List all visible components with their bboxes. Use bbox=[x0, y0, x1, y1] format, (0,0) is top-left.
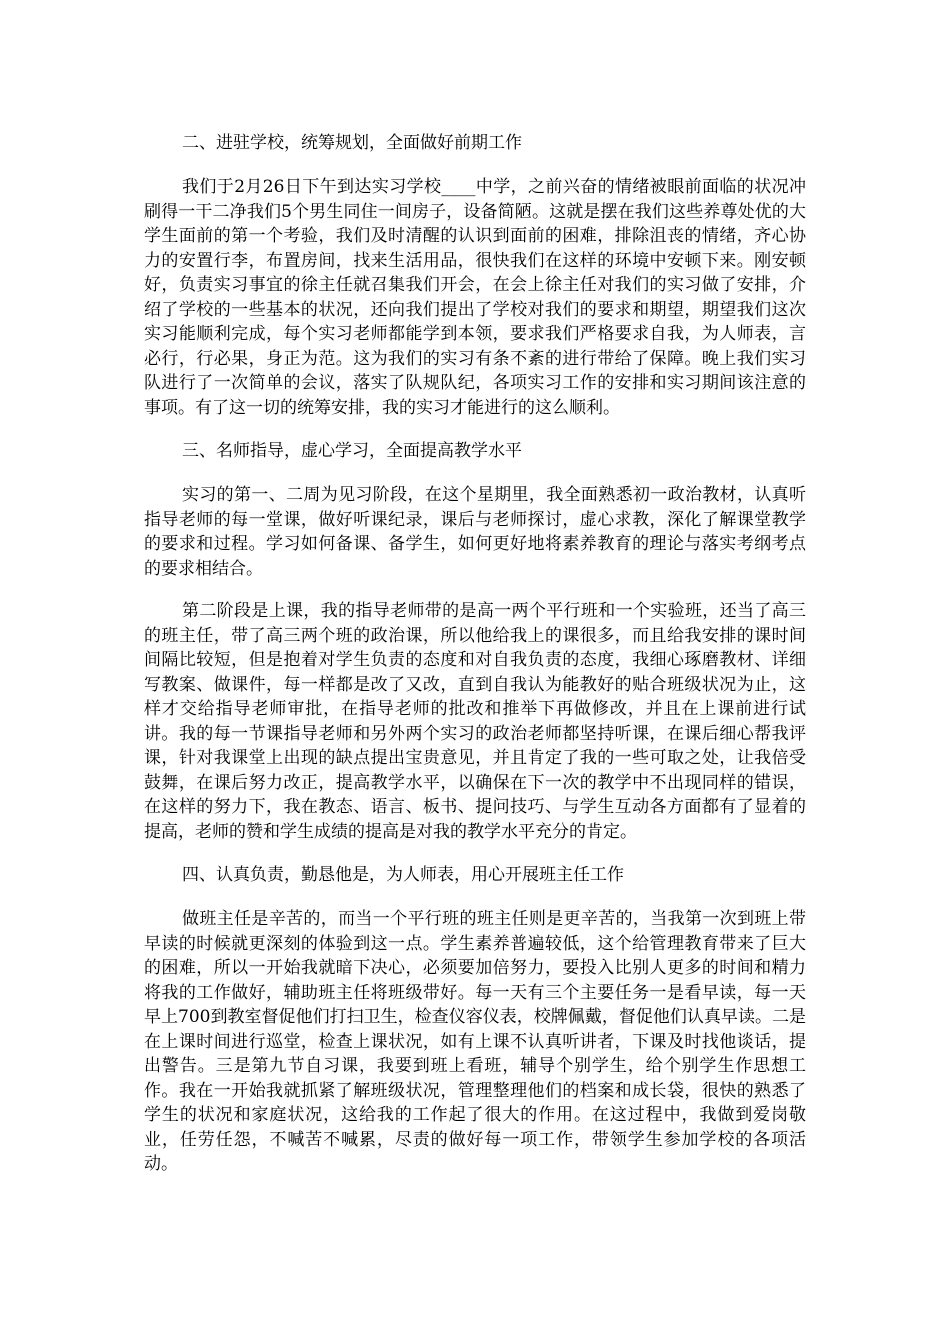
paragraph-class-teacher-work: 做班主任是辛苦的，而当一个平行班的班主任则是更辛苦的，当我第一次到班上带早读的时候就更深刻的体验到这一点。学生素养普遍较低，这个给管理教育带来了巨大的困难，所以一开始我就暗下决心，必须要加倍努力，要投入比别人更多的时间和精力将我的工作做好，辅助班主任将班级带好。每一天有三个主要任务一是看早读，每一天早上700到教室督促他们打扫卫生，检查仪容仪表，校牌佩戴，督促他们认真早读。二是在上课时间进行巡堂，检查上课状况，如有上课不认真听讲者，下课及时找他谈话，提出警告。三是第九节自习课，我要到班上看班，辅导个别学生，给个别学生作思想工作。我在一开始我就抓紧了解班级状况，管理整理他们的档案和成长袋，很快的熟悉了学生的状况和家庭状况，这给我的工作起了很大的作用。在这过程中，我做到爱岗敬业，任劳任怨，不喊苦不喊累，尽责的做好每一项工作，带领学生参加学校的各项活动。 bbox=[144, 909, 806, 1174]
section-heading-4: 四、认真负责，勤恳他是，为人师表，用心开展班主任工作 bbox=[182, 865, 624, 885]
paragraph-teaching-stage: 第二阶段是上课，我的指导老师带的是高一两个平行班和一个实验班，还当了高三的班主任，带了高三两个班的政治课，所以他给我上的课很多，而且给我安排的课时间间隔比较短，但是抱着对学生负责的态度和对自我负责的态度，我细心琢磨教材、详细写教案、做课件，每一样都是改了又改，直到自我认为能教好的贴合班级状况为止，这样才交给指导老师审批，在指导老师的批改和推举下再做修改，并且在上课前进行试讲。我的每一节课指导老师和另外两个实习的政治老师都坚持听课，在课后细心帮我评课，针对我课堂上出现的缺点提出宝贵意见，并且肯定了我的一些可取之处，让我倍受鼓舞，在课后努力改正，提高教学水平，以确保在下一次的教学中不出现同样的错误，在这样的努力下，我在教态、语言、板书、提问技巧、与学生互动各方面都有了显着的提高，老师的赞和学生成绩的提高是对我的教学水平充分的肯定。 bbox=[144, 601, 806, 842]
paragraph-arrival: 我们于2月26日下午到达实习学校____中学，之前兴奋的情绪被眼前面临的状况冲刷得一干二净我们5个男生同住一间房子，设备简陋。这就是摆在我们这些养尊处优的大学生面前的第一个考验，我们及时清醒的认识到面前的困难，排除沮丧的情绪，齐心协力的安置行李，布置房间，找来生活用品，很快我们在这样的环境中安顿下来。刚安顿好，负责实习事宜的徐主任就召集我们开会，在会上徐主任对我们的实习做了安排，介绍了学校的一些基本的状况，还向我们提出了学校对我们的要求和期望，期望我们这次实习能顺利完成，每个实习老师都能学到本领，要求我们严格要求自我，为人师表，言必行，行必果，身正为范。这为我们的实习有条不紊的进行带给了保障。晚上我们实习队进行了一次简单的会议，落实了队规队纪，各项实习工作的安排和实习期间该注意的事项。有了这一切的统筹安排，我的实习才能进行的这么顺利。 bbox=[144, 177, 806, 418]
section-heading-2: 二、进驻学校，统筹规划，全面做好前期工作 bbox=[182, 133, 522, 153]
document-page bbox=[144, 130, 806, 1177]
section-heading-3: 三、名师指导，虚心学习，全面提高教学水平 bbox=[182, 441, 522, 461]
paragraph-observation-stage: 实习的第一、二周为见习阶段，在这个星期里，我全面熟悉初一政治教材，认真听指导老师的每一堂课，做好听课纪录，课后与老师探讨，虚心求教，深化了解课堂教学的要求和过程。学习如何备课、备学生，如何更好地将素养教育的理论与落实考纲考点的要求相结合。 bbox=[144, 485, 806, 579]
